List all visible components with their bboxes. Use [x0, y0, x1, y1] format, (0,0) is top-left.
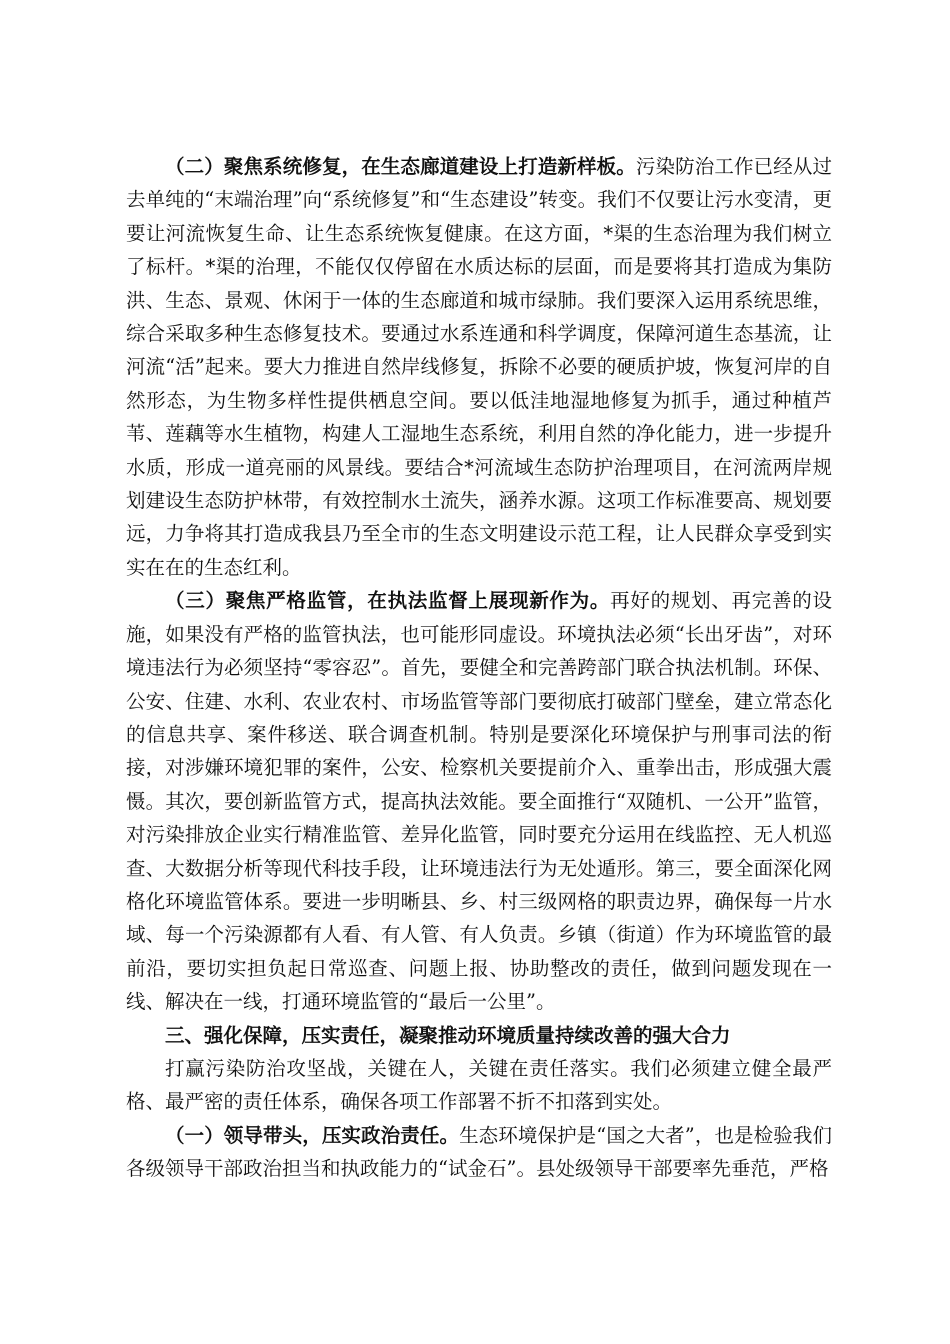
subheading-leadership: （一）领导带头，压实政治责任。 [165, 1123, 460, 1147]
paragraph-text: 打赢污染防治攻坚战，关键在人，关键在责任落实。我们必须建立健全最严格、最严密的责任体系，确保各项工作部署不折不扣落到实处。 [126, 1056, 832, 1114]
paragraph-text: 污染防治工作已经从过去单纯的“末端治理”向“系统修复”和“生态建设”转变。我们不仅要让污水变清，更要让河流恢复生命、让生态系统恢复健康。在这方面，*渠的生态治理为我们树立了标杆。*渠的治理，不能仅仅停留在水质达标的层面，而是要将其打造成为集防洪、生态、景观、休闲于一体的生态廊道和城市绿肺。我们要深入运用系统思维，综合采取多种生态修复技术。要通过水系连通和科学调度，保障河道生态基流，让河流“活”起来。要大力推进自然岸线修复，拆除不必要的硬质护坡，恢复河岸的自然形态，为生物多样性提供栖息空间。要以低洼地湿地修复为抓手，通过种植芦苇、莲藕等水生植物，构建人工湿地生态系统，利用自然的净化能力，进一步提升水质，形成一道亮丽的风景线。要结合*河流域生态防护治理项目，在河流两岸规划建设生态防护林带，有效控制水土流失，涵养水源。这项工作标准要高、规划要远，力争将其打造成我县乃至全市的生态文明建设示范工程，让人民群众享受到实实在在的生态红利。 [126, 155, 832, 579]
paragraph-text: 再好的规划、再完善的设施，如果没有严格的监管执法，也可能形同虚设。环境执法必须“长出牙齿”，对环境违法行为必须坚持“零容忍”。首先，要健全和完善跨部门联合执法机制。环保、公安、住建、水利、农业农村、市场监管等部门要彻底打破部门壁垒，建立常态化的信息共享、案件移送、联合调查机制。特别是要深化环境保护与刑事司法的衔接，对涉嫌环境犯罪的案件，公安、检察机关要提前介入、重拳出击，形成强大震慑。其次，要创新监管方式，提高执法效能。要全面推行“双随机、一公开”监管，对污染排放企业实行精准监管、差异化监管，同时要充分运用在线监控、无人机巡查、大数据分析等现代科技手段，让环境违法行为无处遁形。第三，要全面深化网格化环境监管体系。要进一步明晰县、乡、村三级网格的职责边界，确保每一片水域、每一个污染源都有人看、有人管、有人负责。乡镇（街道）作为环境监管的最前沿，要切实担负起日常巡查、问题上报、协助整改的责任，做到问题发现在一线、解决在一线，打通环境监管的“最后一公里”。 [126, 589, 832, 1014]
paragraph-responsibility-intro [126, 1052, 832, 1119]
paragraph-strict-supervision [126, 584, 832, 1018]
paragraph-text: 生态环境保护是“国之大者”，也是检验我们各级领导干部政治担当和执政能力的“试金石”。县处级领导干部要率先垂范，严格 [126, 1123, 832, 1181]
document-body [126, 150, 832, 1186]
subheading-strict-supervision: （三）聚焦严格监管，在执法监督上展现新作为。 [165, 589, 611, 613]
paragraph-system-restoration [126, 150, 832, 584]
paragraph-leadership [126, 1119, 832, 1186]
subheading-system-restoration: （二）聚焦系统修复，在生态廊道建设上打造新样板。 [165, 155, 636, 178]
section-heading-three: 三、强化保障，压实责任，凝聚推动环境质量持续改善的强大合力 [165, 1023, 731, 1047]
